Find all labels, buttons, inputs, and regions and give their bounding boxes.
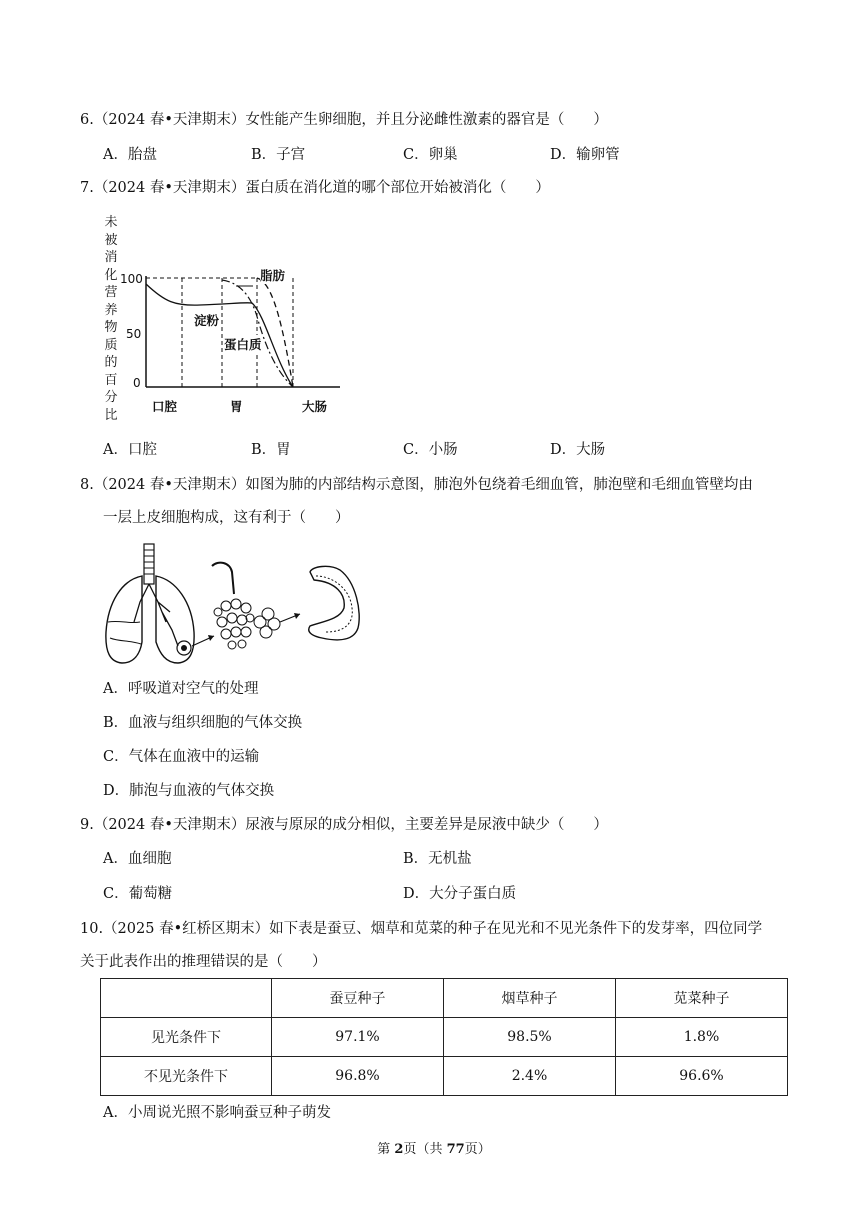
q7-option-c: C．小肠 <box>403 442 458 458</box>
q7-option-a: A．口腔 <box>103 442 157 458</box>
q9-option-c: C．葡萄糖 <box>103 886 173 902</box>
germination-table <box>100 978 788 1096</box>
question-8-stem-line1: 8.（2024 春•天津期末）如图为肺的内部结构示意图，肺泡外包绕着毛细血管，肺泡壁和毛细血管壁均由 <box>80 477 753 493</box>
label-protein: 蛋白质 <box>224 337 262 352</box>
table-cell: 不见光条件下 <box>101 1057 272 1096</box>
x-tick-stomach: 胃 <box>230 399 243 414</box>
lung-diagram <box>100 542 370 668</box>
page-footer <box>0 1138 868 1157</box>
label-starch: 淀粉 <box>194 313 220 328</box>
q9-option-b: B．无机盐 <box>403 851 472 867</box>
y-tick-50: 50 <box>126 327 142 341</box>
table-cell: 97.1% <box>272 1018 444 1057</box>
q9-option-a: A．血细胞 <box>103 851 172 867</box>
page-number: 2 <box>394 1142 404 1157</box>
table-header-cell: 烟草种子 <box>444 979 616 1018</box>
lung-structure-figure <box>100 542 370 668</box>
table-cell: 见光条件下 <box>101 1018 272 1057</box>
y-tick-100: 100 <box>120 272 143 286</box>
right-lung <box>156 576 194 663</box>
total-pages: 77 <box>446 1142 465 1157</box>
capillary <box>316 576 352 632</box>
q10-option-a: A．小周说光照不影响蚕豆种子萌发 <box>103 1105 331 1121</box>
table-cell: 1.8% <box>616 1018 788 1057</box>
x-tick-large-intestine: 大肠 <box>302 399 328 414</box>
left-lung <box>106 576 142 663</box>
table-header-row <box>101 979 788 1018</box>
y-tick-0: 0 <box>133 376 141 390</box>
label-fat: 脂肪 <box>260 268 286 283</box>
table-cell: 2.4% <box>444 1057 616 1096</box>
q7-option-b: B．胃 <box>251 442 291 458</box>
table-header-cell: 苋菜种子 <box>616 979 788 1018</box>
question-10-stem-line1: 10.（2025 春•红桥区期末）如下表是蚕豆、烟草和苋菜的种子在见光和不见光条件下的发芽率，四位同学 <box>80 921 763 937</box>
footer-suffix: 页） <box>464 1142 491 1157</box>
q9-option-d: D．大分子蛋白质 <box>403 886 517 902</box>
question-7-stem: 7.（2024 春•天津期末）蛋白质在消化道的哪个部位开始被消化（ ） <box>80 180 550 196</box>
table-row <box>101 1057 788 1096</box>
q6-option-b: B．子宫 <box>251 147 306 163</box>
footer-prefix: 第 <box>377 1142 395 1157</box>
digestion-figure <box>100 210 360 435</box>
table-header-cell <box>101 979 272 1018</box>
question-9-stem: 9.（2024 春•天津期末）尿液与原尿的成分相似，主要差异是尿液中缺少（ ） <box>80 817 608 833</box>
alveolus <box>309 566 359 639</box>
q8-option-d: D．肺泡与血液的气体交换 <box>103 783 275 799</box>
q8-option-c: C．气体在血液中的运输 <box>103 749 260 765</box>
question-6-stem: 6.（2024 春•天津期末）女性能产生卵细胞，并且分泌雌性激素的器官是（ ） <box>80 112 608 128</box>
q8-option-a: A．呼吸道对空气的处理 <box>103 681 259 697</box>
q6-option-c: C．卵巢 <box>403 147 458 163</box>
q6-option-d: D．输卵管 <box>550 147 620 163</box>
table-cell: 96.6% <box>616 1057 788 1096</box>
starch-curve <box>146 284 293 387</box>
bronchiole <box>212 563 234 594</box>
q7-option-d: D．大肠 <box>550 442 606 458</box>
question-10-stem-line2: 关于此表作出的推理错误的是（ ） <box>80 954 327 970</box>
figure-y-label: 未 被 消 化 营 养 物 质 的 百 分 比 <box>104 215 118 423</box>
table-cell: 98.5% <box>444 1018 616 1057</box>
x-tick-mouth: 口腔 <box>152 399 178 414</box>
table-row <box>101 1018 788 1057</box>
footer-mid: 页（共 <box>403 1142 447 1157</box>
q8-option-b: B．血液与组织细胞的气体交换 <box>103 715 303 731</box>
question-8-stem-line2: 一层上皮细胞构成，这有利于（ ） <box>103 510 350 526</box>
q6-option-a: A．胎盘 <box>103 147 157 163</box>
table-header-cell: 蚕豆种子 <box>272 979 444 1018</box>
table-cell: 96.8% <box>272 1057 444 1096</box>
